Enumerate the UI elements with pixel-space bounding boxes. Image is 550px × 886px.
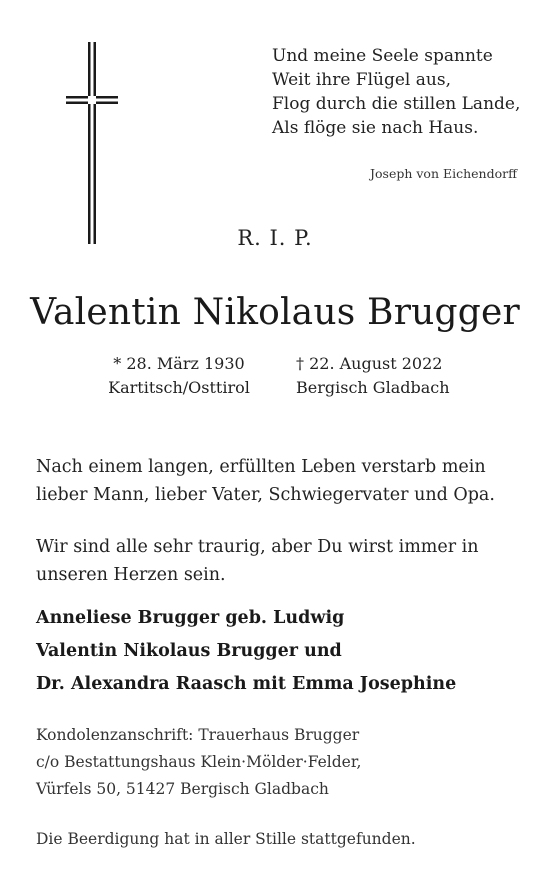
deceased-name: Valentin Nikolaus Brugger [30, 292, 520, 333]
birth-date: * 28. März 1930 [113, 354, 245, 373]
mourners-list [36, 602, 456, 701]
death-date: † 22. August 2022 [296, 354, 443, 373]
address-line: c/o Bestattungshaus Klein·Mölder·Felder, [36, 753, 362, 771]
death-info [296, 352, 450, 400]
poem [272, 44, 520, 140]
mourner-name: Dr. Alexandra Raasch mit Emma Josephine [36, 674, 457, 694]
address-line: Vürfels 50, 51427 Bergisch Gladbach [36, 780, 329, 798]
address-line: Kondolenzanschrift: Trauerhaus Brugger [36, 726, 360, 744]
poem-line: Und meine Seele spannte [272, 46, 493, 66]
death-place: Bergisch Gladbach [296, 378, 450, 397]
poem-line: Weit ihre Flügel aus, [272, 70, 451, 90]
poem-author: Joseph von Eichendorff [370, 166, 517, 181]
condolence-address [36, 722, 361, 803]
mourner-name: Valentin Nikolaus Brugger und [36, 641, 342, 661]
mourner-name: Anneliese Brugger geb. Ludwig [36, 608, 345, 628]
farewell-paragraph: Wir sind alle sehr traurig, aber Du wirst immer in unseren Herzen sein. [36, 537, 479, 585]
poem-line: Als flöge sie nach Haus. [272, 118, 479, 138]
funeral-note: Die Beerdigung hat in aller Stille stattgefunden. [36, 830, 416, 848]
rip-heading: R. I. P. [237, 226, 313, 250]
birth-place: Kartitsch/Osttirol [108, 378, 250, 397]
poem-line: Flog durch die stillen Lande, [272, 94, 521, 114]
birth-info [104, 352, 254, 400]
farewell-paragraph: Nach einem langen, erfüllten Leben verstarb mein lieber Mann, lieber Vater, Schwiegervater und Opa. [36, 457, 495, 505]
cross-icon [66, 42, 118, 244]
